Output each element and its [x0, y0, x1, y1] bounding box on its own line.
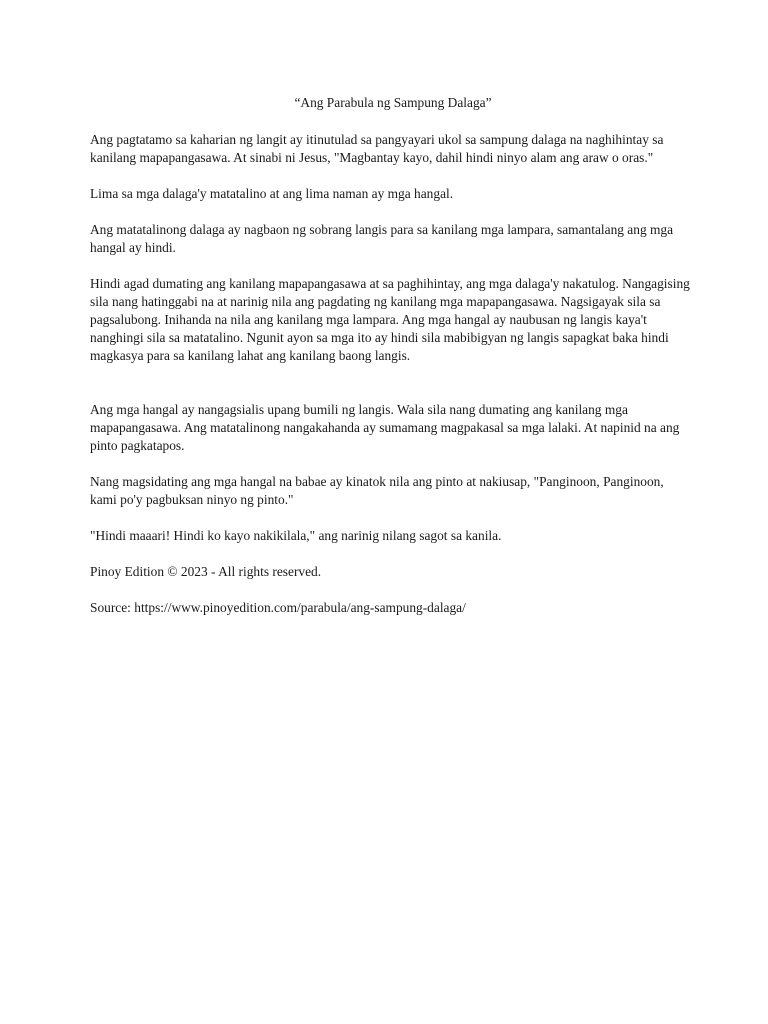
paragraph-five-wise: Lima sa mga dalaga'y matatalino at ang lima naman ay mga hangal. [90, 186, 454, 201]
paragraph-buy-oil: Ang mga hangal ay nangagsialis upang bumili ng langis. Wala sila nang dumating ang kanilang mga mapapangasawa. Ang matatalinong nangakahanda ay sumamang magpakasal sa mga lalaki. At napinid na ang pinto pagkatapos. [90, 402, 680, 453]
copyright-notice: Pinoy Edition © 2023 - All rights reserved. [90, 564, 322, 579]
paragraph-waiting: Hindi agad dumating ang kanilang mapapangasawa at sa paghihintay, ang mga dalaga'y nakatulog. Nangagising sila nang hatinggabi na at narinig nila ang pagdating ng kanilang mga mapapangasawa. Nagsigayak sila sa pagsalubong. Inihanda na nila ang kanilang mga lampara. Ang mga hangal ay naubusan ng langis kaya't nanghingi sila sa matatalino. Ngunit ayon sa mga ito ay hindi sila mabibigyan ng langis sapagkat baka hindi magkasya para sa kanilang lahat ang kanilang baong langis. [90, 276, 690, 363]
paragraph-extra-oil: Ang matatalinong dalaga ay nagbaon ng sobrang langis para sa kanilang mga lampara, samantalang ang mga hangal ay hindi. [90, 222, 674, 255]
paragraph-intro: Ang pagtatamo sa kaharian ng langit ay itinutulad sa pangyayari ukol sa sampung dalaga na naghihintay sa kanilang mapapangasawa. At sinabi ni Jesus, "Magbantay kayo, dahil hindi ninyo alam ang araw o oras." [90, 132, 664, 165]
source-line: Source: https://www.pinoyedition.com/parabula/ang-sampung-dalaga/ [90, 600, 466, 615]
paragraph-knocking: Nang magsidating ang mga hangal na babae ay kinatok nila ang pinto at nakiusap, "Panginoon, Panginoon, kami po'y pagbuksan ninyo ng pinto." [90, 474, 664, 507]
paragraph-reply: "Hindi maaari! Hindi ko kayo nakikilala," ang narinig nilang sagot sa kanila. [90, 528, 502, 543]
document-body [90, 94, 690, 635]
document-title: “Ang Parabula ng Sampung Dalaga” [294, 95, 492, 110]
